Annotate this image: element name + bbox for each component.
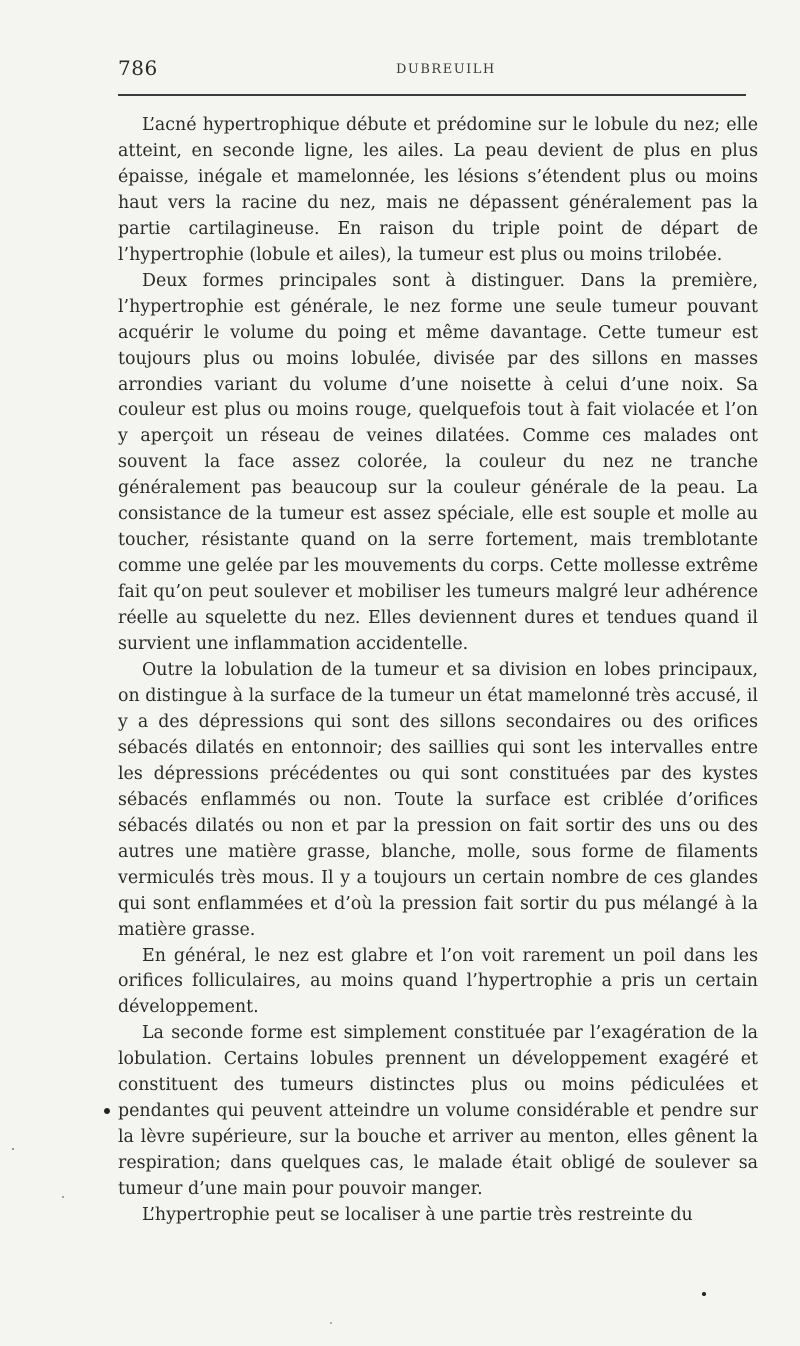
ink-speck <box>702 1292 706 1296</box>
running-head: DUBREUILH <box>396 62 496 77</box>
body-text <box>118 113 758 1229</box>
ink-speck <box>330 1322 332 1324</box>
ink-speck <box>104 1108 110 1114</box>
header-rule <box>118 94 746 96</box>
paragraph: Outre la lobulation de la tumeur et sa division en lobes principaux, on distingue à la surface de la tumeur un état mamelonné très accusé, il y a des dépressions qui sont des sillons secondaires ou des orifices sébacés dilatés en entonnoir; des saillies qui sont les intervalles entre les dépressions précédentes ou qui sont constituées par des kystes sébacés enflammés ou non. Toute la surface est criblée d’orifices sébacés dilatés ou non et par la pression on fait sortir des uns ou des autres une matière grasse, blanche, molle, sous forme de filaments vermiculés très mous. Il y a toujours un certain nombre de ces glandes qui sont enflammées et d’où la pression fait sortir du pus mélangé à la matière grasse. <box>118 660 758 940</box>
paragraph: L’acné hypertrophique débute et prédomine sur le lobule du nez; elle atteint, en seconde ligne, les ailes. La peau devient de plus en plus épaisse, inégale et mamelonnée, les lésions s’étendent plus ou moins haut vers la racine du nez, mais ne dépassent généralement pas la partie cartilagineuse. En raison du triple point de départ de l’hypertrophie (lobule et ailes), la tumeur est plus ou moins trilobée. <box>118 115 758 265</box>
ink-speck <box>62 1196 64 1198</box>
page-number: 786 <box>118 56 158 80</box>
paragraph: La seconde forme est simplement constituée par l’exagération de la lobulation. Certains lobules prennent un développement exagéré et constituent des tumeurs distinctes plus ou moins pédiculées et pendantes qui peuvent atteindre un volume considérable et pendre sur la lèvre supérieure, sur la bouche et arriver au menton, elles gênent la respiration; dans quelques cas, le malade était obligé de soulever sa tumeur d’une main pour pouvoir manger. <box>118 1023 758 1200</box>
paragraph: L’hypertrophie peut se localiser à une partie très restreinte du <box>142 1205 693 1226</box>
paragraph: Deux formes principales sont à distinguer. Dans la première, l’hypertrophie est générale, le nez forme une seule tumeur pouvant acquérir le volume du poing et même davantage. Cette tumeur est toujours plus ou moins lobulée, divisée par des sillons en masses arrondies variant du volume d’une noisette à celui d’une noix. Sa couleur est plus ou moins rouge, quelquefois tout à fait violacée et l’on y aperçoit un réseau de veines dilatées. Comme ces malades ont souvent la face assez colorée, la couleur du nez ne tranche généralement pas beaucoup sur la couleur générale de la peau. La consistance de la tumeur est assez spéciale, elle est souple et molle au toucher, résistante quand on la serre fortement, mais tremblotante comme une gelée par les mouvements du corps. Cette mollesse extrême fait qu’on peut soulever et mobiliser les tumeurs malgré leur adhérence réelle au squelette du nez. Elles deviennent dures et tendues quand il survient une inflammation accidentelle. <box>118 270 758 655</box>
paragraph: En général, le nez est glabre et l’on voit rarement un poil dans les orifices folliculaires, au moins quand l’hypertrophie a pris un certain développement. <box>118 945 758 1018</box>
ink-speck <box>12 1148 14 1150</box>
